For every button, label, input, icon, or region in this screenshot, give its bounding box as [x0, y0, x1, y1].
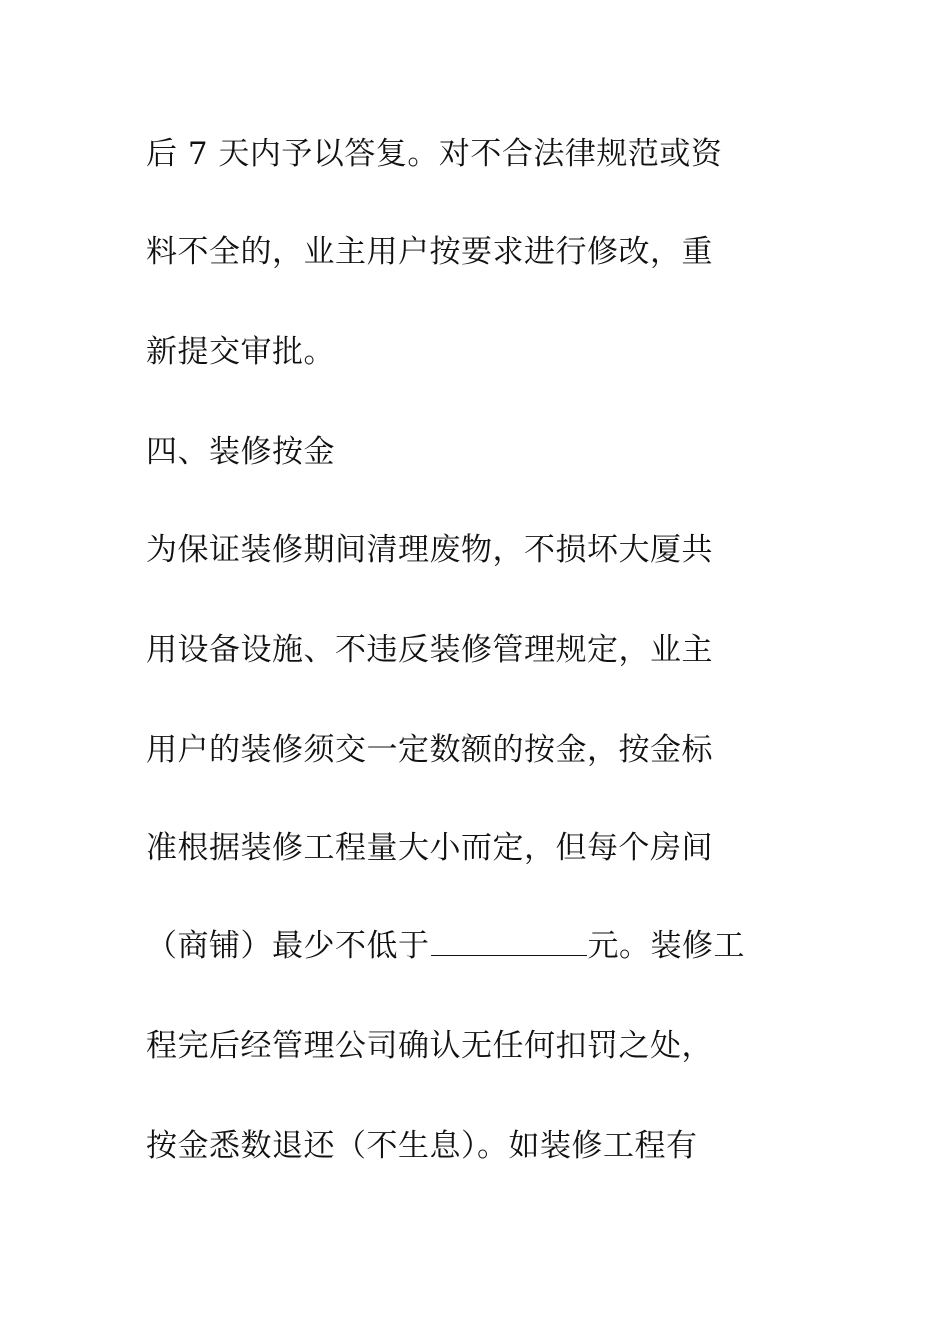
text-line: 为保证装修期间清理废物，不损坏大厦共 — [146, 532, 713, 568]
deposit-text-after: 元。装修工 — [587, 928, 745, 964]
amount-blank-field — [431, 929, 587, 956]
section-heading: 四、装修按金 — [146, 434, 335, 470]
text-line: 按金悉数退还（不生息）。如装修工程有 — [146, 1128, 698, 1164]
deposit-amount-line — [146, 926, 745, 966]
text-line: 用设备设施、不违反装修管理规定，业主 — [146, 632, 713, 668]
text-line: 用户的装修须交一定数额的按金，按金标 — [146, 732, 713, 768]
text-line: 准根据装修工程量大小而定，但每个房间 — [146, 830, 713, 866]
text-line: 程完后经管理公司确认无任何扣罚之处， — [146, 1028, 713, 1064]
deposit-text-before: （商铺）最少不低于 — [146, 928, 430, 964]
text-line: 料不全的，业主用户按要求进行修改，重 — [146, 234, 713, 270]
text-line: 新提交审批。 — [146, 334, 335, 370]
text-line: 后 7 天内予以答复。对不合法律规范或资 — [146, 136, 723, 172]
